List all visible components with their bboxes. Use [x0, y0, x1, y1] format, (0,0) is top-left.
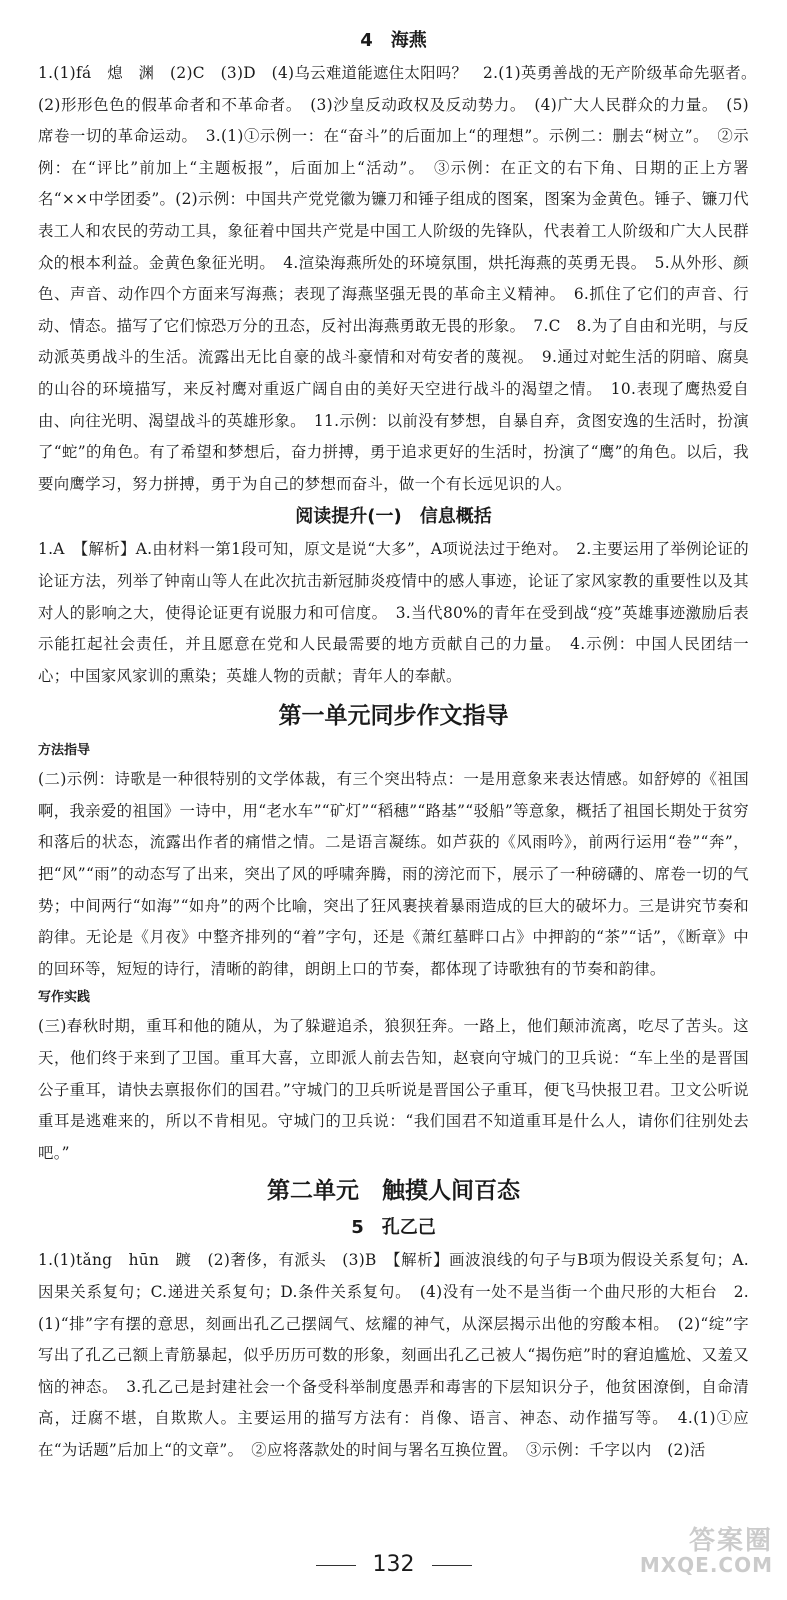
subheading-practice: 写作实践 — [38, 990, 91, 1006]
section-title-haiyan: 4 海燕 — [360, 30, 427, 51]
answers-method: (二)示例：诗歌是一种很特别的文学体裁，有三个突出特点：一是用意象来表达情感。如舒婷的《祖国啊，我亲爱的祖国》一诗中，用“老水车”“矿灯”“稻穗”“路基”“驳船”等意象，概括了祖国长期处于贫穷和落后的状态，流露出作者的痛惜之情。二是语言凝练。如芦荻的《风雨吟》，前两行运用“卷”“奔”，把“风”“雨”的动态写了出来，突出了风的呼啸奔腾，雨的滂沱而下，展示了一种磅礴的、席卷一切的气势；中间两行“如海”“如舟”的两个比喻，突出了狂风裹挟着暴雨造成的巨大的破坏力。三是讲究节奏和韵律。无论是《月夜》中整齐排列的“着”字句，还是《萧红墓畔口占》中押韵的“茶”“话”，《断章》中的回环等，短短的诗行，清晰的韵律，朗朗上口的节奏，都体现了诗歌独有的节奏和韵律。 — [38, 770, 749, 978]
watermark-logo — [640, 1528, 773, 1576]
unit-2-title: 第二单元 触摸人间百态 — [267, 1178, 520, 1205]
section-title-reading-1: 阅读提升(一) 信息概括 — [295, 506, 492, 528]
answers-practice: (三)春秋时期，重耳和他的随从，为了躲避追杀，狼狈狂奔。一路上，他们颠沛流离，吃尽了苦头。这天，他们终于来到了卫国。重耳大喜，立即派人前去告知，赵衰向守城门的卫兵说：“车上坐的是晋国公子重耳，请快去禀报你们的国君。”守城门的卫兵听说是晋国公子重耳，便飞马快报卫君。卫文公听说重耳是逃难来的，所以不肯相见。守城门的卫兵说：“我们国君不知道重耳是什么人，请你们往别处去吧。” — [38, 1017, 749, 1162]
answers-kongyiji: 1.(1)tǎng hūn 踱 (2)奢侈，有派头 (3)B 【解析】画波浪线的句子与B项为假设关系复句；A.因果关系复句；C.递进关系复句；D.条件关系复句。 (4)没有一处不是当街一个曲尺形的大柜台 2.(1)“排”字有摆的意思，刻画出孔乙己摆阔气、炫耀的神气，从深层揭示出他的穷酸本相。 (2)“绽”字写出了孔乙己额上青筋暴起，似乎历历可数的形象，刻画出孔乙己被人“揭伤疤”时的窘迫尴尬、又羞又恼的神态。 3.孔乙己是封建社会一个备受科举制度愚弄和毒害的下层知识分子，他贫困潦倒，自命清高，迂腐不堪，自欺欺人。主要运用的描写方法有：肖像、语言、神态、动作描写等。 4.(1)①应在“为话题”后加上“的文章”。 ②应将落款处的时间与署名互换位置。 ③示例：千字以内 (2)活 — [38, 1251, 749, 1459]
page-number-dash-left — [316, 1565, 356, 1566]
answers-reading-1: 1.A 【解析】A.由材料一第1段可知，原文是说“大多”，A项说法过于绝对。 2.主要运用了举例论证的论证方法，列举了钟南山等人在此次抗击新冠肺炎疫情中的感人事迹，论证了家风家教的重要性以及其对人的影响之大，使得论证更有说服力和可信度。 3.当代80%的青年在受到战“疫”英雄事迹激励后表示能扛起社会责任，并且愿意在党和人民最需要的地方贡献自己的力量。 4.示例：中国人民团结一心；中国家风家训的熏染；英雄人物的贡献；青年人的奉献。 — [38, 540, 749, 685]
watermark-url: MXQE.COM — [639, 1553, 773, 1578]
section-title-unit1-writing: 第一单元同步作文指导 — [278, 703, 509, 730]
subheading-method: 方法指导 — [38, 743, 91, 759]
page-number-dash-right — [432, 1565, 472, 1566]
section-title-kongyiji: 5 孔乙己 — [351, 1217, 436, 1239]
answers-haiyan: 1.(1)fá 熄 渊 (2)C (3)D (4)乌云难道能遮住太阳吗？ 2.(1)英勇善战的无产阶级革命先驱者。 (2)形形色色的假革命者和不革命者。 (3)沙皇反动政权及反动势力。 (4)广大人民群众的力量。 (5)席卷一切的革命运动。 3.(1)①示例一：在“奋斗”的后面加上“的理想”。示例二：删去“树立”。 ②示例：在“评比”前加上“主题板报”，后面加上“活动”。 ③示例：在正文的右下角、日期的正上方署名“××中学团委”。(2)示例：中国共产党党徽为镰刀和锤子组成的图案，图案为金黄色。锤子、镰刀代表工人和农民的劳动工具，象征着中国共产党是中国工人阶级的先锋队，代表着工人阶级和广大人民群众的根本利益。金黄色象征光明。 4.渲染海燕所处的环境氛围，烘托海燕的英勇无畏。 5.从外形、颜色、声音、动作四个方面来写海燕；表现了海燕坚强无畏的革命主义精神。 6.抓住了它们的声音、行动、情态。描写了它们惊恐万分的丑态，反衬出海燕勇敢无畏的形象。 7.C 8.为了自由和光明，与反动派英勇战斗的生活。流露出无比自豪的战斗豪情和对苟安者的蔑视。 9.通过对蛇生活的阴暗、腐臭的山谷的环境描写，来反衬鹰对重返广阔自由的美好天空进行战斗的渴望之情。 10.表现了鹰热爱自由、向往光明、渴望战斗的英雄形象。 11.示例：以前没有梦想，自暴自弃，贪图安逸的生活时，扮演了“蛇”的角色。有了希望和梦想后，奋力拼搏，勇于追求更好的生活时，扮演了“鹰”的角色。以后，我要向鹰学习，努力拼搏，勇于为自己的梦想而奋斗，做一个有长远见识的人。 — [38, 64, 765, 493]
page-number-text: 132 — [372, 1552, 415, 1577]
watermark-brand: 答案圈 — [688, 1526, 773, 1556]
